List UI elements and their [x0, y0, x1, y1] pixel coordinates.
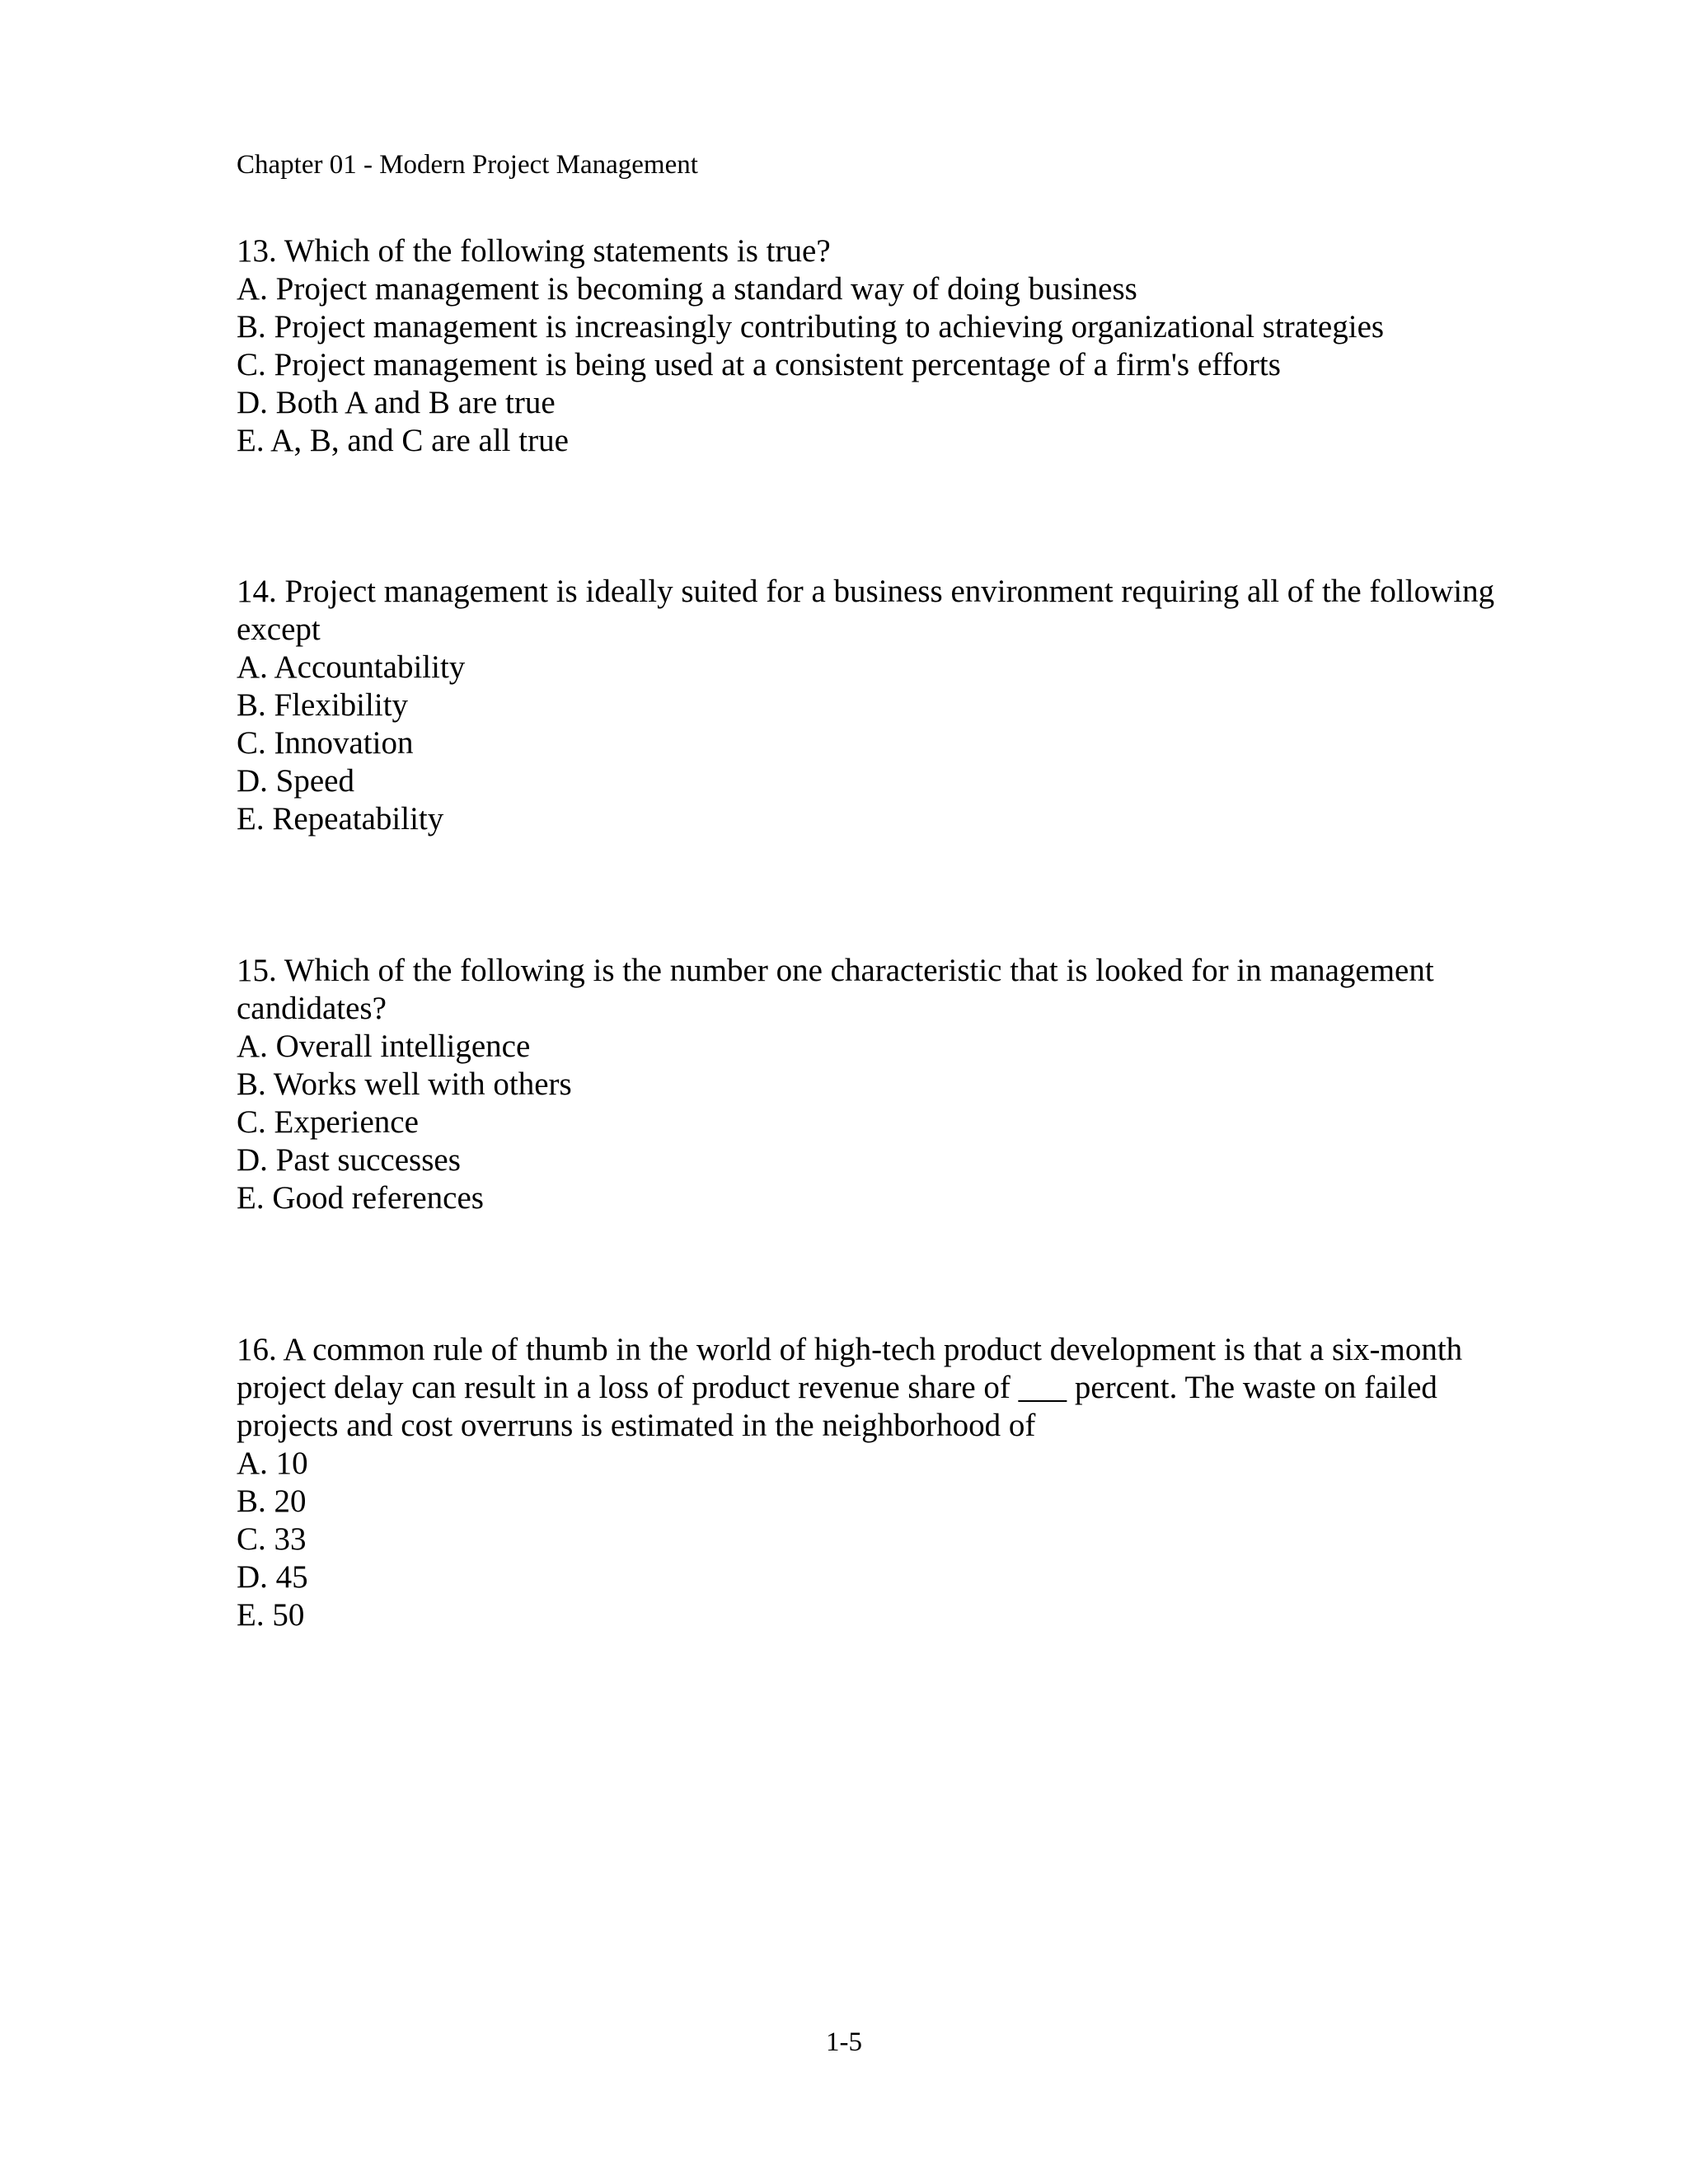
- answer-option-a: A. Project management is becoming a standard way of doing business: [237, 271, 1137, 307]
- answer-option-c: C. Project management is being used at a consistent percentage of a firm's efforts: [237, 347, 1281, 382]
- question-15: [237, 952, 1522, 1217]
- answer-option-a: A. Accountability: [237, 649, 466, 685]
- running-header: Chapter 01 - Modern Project Management: [237, 150, 698, 180]
- question-14: [237, 573, 1522, 838]
- question-stem: 15. Which of the following is the number one characteristic that is looked for in management candidates?: [237, 953, 1434, 1026]
- answer-option-b: B. Flexibility: [237, 687, 409, 723]
- question-13: [237, 232, 1522, 460]
- answer-option-e: E. Repeatability: [237, 801, 444, 837]
- answer-option-d: D. Past successes: [237, 1142, 461, 1178]
- answer-option-e: E. Good references: [237, 1180, 484, 1216]
- answer-option-a: A. Overall intelligence: [237, 1029, 531, 1064]
- page-number: 1-5: [826, 2027, 862, 2057]
- answer-option-a: A. 10: [237, 1446, 308, 1481]
- answer-option-b: B. 20: [237, 1483, 307, 1519]
- question-stem: 16. A common rule of thumb in the world of high-tech product development is that a six-month project delay can result in a loss of product revenue share of ___ percent. The waste on failed projects and cost overruns is estimated in the neighborhood of: [237, 1332, 1463, 1443]
- answer-option-b: B. Works well with others: [237, 1066, 572, 1102]
- answer-option-c: C. Experience: [237, 1104, 419, 1140]
- question-16: [237, 1331, 1522, 1634]
- question-stem: 13. Which of the following statements is true?: [237, 233, 831, 269]
- answer-option-c: C. Innovation: [237, 725, 414, 761]
- answer-option-d: D. Both A and B are true: [237, 385, 556, 420]
- answer-option-b: B. Project management is increasingly contributing to achieving organizational strategies: [237, 309, 1385, 344]
- question-stem: 14. Project management is ideally suited for a business environment requiring all of the following except: [237, 574, 1495, 647]
- answer-option-e: E. A, B, and C are all true: [237, 423, 569, 458]
- answer-option-c: C. 33: [237, 1521, 307, 1557]
- answer-option-d: D. 45: [237, 1559, 308, 1595]
- answer-option-e: E. 50: [237, 1597, 305, 1633]
- answer-option-d: D. Speed: [237, 763, 354, 799]
